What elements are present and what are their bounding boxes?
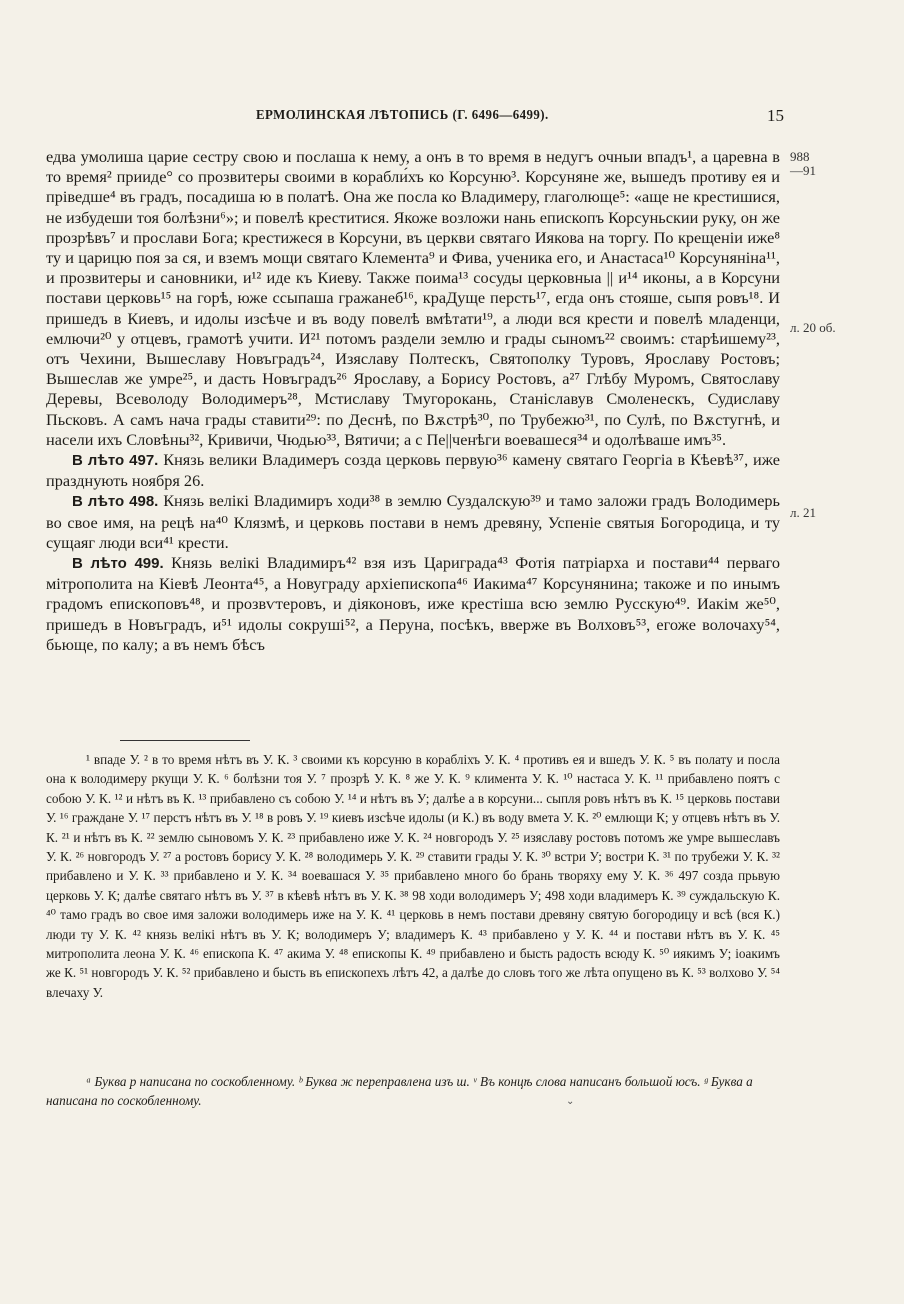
margin-year-range: 988	[790, 149, 810, 164]
footnote-divider	[120, 740, 250, 741]
paragraph	[46, 553, 780, 655]
page-header	[46, 108, 784, 128]
paragraph	[46, 491, 780, 553]
paragraph-text: Князь велікі Владимиръ⁴² взя изъ Цариграда⁴³ Фотія патріарха и постави⁴⁴ перваго мітрополита на Кіевѣ Леонта⁴⁵, а Новуграду архіепископа⁴⁶ Иакима⁴⁷ Корсунянина; такоже и по инымъ градомъ епископовъ⁴⁸, и прозвѵтеровъ, и діяконовъ, иже крестіша всю землю Русскую⁴⁹. Иакім же⁵⁰, пришедъ в Новъградъ, и⁵¹ идолы сокруші⁵², а Перуна, посѣкъ, вверже въ Волховъ⁵³, егоже волочаху⁵⁴, бьюще, по калу; а въ немъ бѣсъ	[46, 553, 781, 654]
critical-notes	[46, 1072, 780, 1110]
main-text	[46, 147, 780, 655]
footnotes	[46, 750, 780, 1002]
footnotes-text: ¹ впаде У. ² в то время нѣтъ въ У. К. ³ своими къ корсуню в корабліхъ У. К. ⁴ противъ ея и вшедъ У. К. ⁵ въ полату и посла она к володимеру ркущи У. К. ⁶ болѣзни тоя У. ⁷ прозрѣ У. К. ⁸ же У. К. ⁹ климента У. К. ¹⁰ настаса У. К. ¹¹ прибавлено поятъ с собою У. К. ¹² и нѣтъ въ К. ¹³ прибавлено съ собою У. ¹⁴ и нѣтъ въ У; далѣе а в корсуни... сыпля ровъ нѣтъ въ К. ¹⁵ церковь постави У. ¹⁶ граждане У. ¹⁷ перстъ нѣтъ въ У. ¹⁸ в ровъ У. ¹⁹ киевъ изсѣче идолы (и К.) въ воду вмета У. К. ²⁰ емлющи К; у отцевъ нѣтъ въ У. К. ²¹ и нѣтъ въ К. ²² землю сыновомъ У. К. ²³ прибавлено иже У. К. ²⁴ новгородъ У. ²⁵ изяславу ростовъ потомъ же умре вышеславъ У. К. ²⁶ новгородъ У. ²⁷ а ростовъ борису У. К. ²⁸ володимерь У. К. ²⁹ ставити грады У. К. ³⁰ встри У; востри К. ³¹ по трубежи У. К. ³² прибавлено и У. К. ³³ прибавлено и У. К. ³⁴ воевашася У. ³⁵ прибавлено много бо брань творяху ему У. К. ³⁶ 497 созда прьвую церковь У. К; далѣе святаго нѣтъ въ У. ³⁷ в кѣевѣ нѣтъ въ У. К. ³⁸ 98 ходи володимеръ У; 498 ходи владимеръ К. ³⁹ суждальскую К. ⁴⁰ тамо градъ во свое имя заложи володимерь иже на У. К. ⁴¹ церковь в немъ постави древяну святую богородицу и всѣ (вся К.) люди ту У. К. ⁴² князь велікі нѣтъ въ У. К; володимеръ У; владимеръ К. ⁴³ прибавлено у У. К. ⁴⁴ и постави нѣтъ въ У. К. ⁴⁵ митрополита леона У. К. ⁴⁶ епископа К. ⁴⁷ акима У. ⁴⁸ епископы К. ⁴⁹ прибавлено и бысть радость всюду К. ⁵⁰ иякимъ У; іоакимъ же К. ⁵¹ новгородъ У. К. ⁵² прибавлено и бысть въ епископехъ лѣтъ 42, а далѣе до словъ того же лѣта опущено въ К. ⁵³ волхово У. ⁵⁴ влечаху У.	[46, 752, 780, 1000]
paragraph	[46, 450, 780, 491]
page-number: 15	[767, 106, 784, 125]
paragraph-text: Князь велікі Владимиръ ходи³⁸ в землю Суздалскую³⁹ и тамо заложи градъ Володимерь во свое имя, на рецѣ на⁴⁰ Клязмѣ, и церковь постави в немъ древяну, Успеніе святыя Богородица, и ту сущаяг люди вси⁴¹ крести.	[46, 491, 780, 552]
margin-folio-ref: л. 21	[790, 505, 816, 520]
critical-notes-text: ᵃ Буква р написана по соскобленному. ᵇ Буква ж переправлена изъ ш. ᵛ Въ концѣ слова написанъ большой юсъ. ᵍ Буква а написана по соскобленному.	[46, 1074, 753, 1108]
margin-folio-ref: л. 20 об.	[790, 320, 836, 335]
year-heading: В лѣто 498.	[72, 493, 159, 511]
paragraph: едва умолиша царие сестру свою и послаша к нему, а онъ в то время в недугъ очныи впадъ¹, а царевна в то время² прииде° со прозвитеры своими в корабли́хъ ко Корсуню³. Корсуняне же, вышедъ противу ея и пріведше⁴ въ градъ, посадиша ю в полатѣ. Она же посла ко Владимеру, глаголюще⁵: «аще не крестишися, не избудеши тоя болѣзни⁶»; и повелѣ креститися. Якоже возложи нань епископъ Корсуньскии руку, он же прозрѣвъ⁷ и прослави Бога; крестижеся в Корсуни, въ церкви святаго Иякова на торгу. По крещеніи иже⁸ ту и царицю поя за ся, и вземъ мощи святаго Клемента⁹ и Фива, ученика его, и Анастаса¹⁰ Корсуняніна¹¹, и прозвитеры и сановники, и¹² иде къ Киеву. Также поима¹³ сосуды церковныа || и¹⁴ иконы, а в Корсуни постави церковь¹⁵ на горѣ, юже ссыпаша гражанеб¹⁶, краДуще персть¹⁷, егда онъ стояше, сыпя ровъ¹⁸. И пришедъ в Киевъ, и идолы изсѣче и въ воду повелѣ вмѣтати¹⁹, а люди вся крести и повелѣ младенци, емлючи²⁰ у отцевъ, грамотѣ учити. И²¹ потомъ раздели землю и грады сыномъ²² своимъ: старѣишему²³, отъ Чехини, Вышеславу Новъградъ²⁴, Изяславу Полтескъ, Святополку Туровъ, Ярославу Ростовъ; Вышеслав же умре²⁵, и дасть Новъградъ²⁶ Ярославу, а Борису Ростовъ, а²⁷ Глѣбу Муромъ, Святославу Деревы, Всеволоду Володимеръ²⁸, Мстиславу Тмугорокань, Станіславув Смоленескъ, Судиславу Пьсковъ. А самъ нача грады ставити²⁹: по Деснѣ, по Вѫстрѣ³⁰, по Трубежю³¹, по Сулѣ, по Вѫстугнѣ, и насели ихъ Словѣны³², Кривичи, Чюдью³³, Вятичи; а с Пе||ченѣги воевашеся³⁴ и одолѣваше имъ³⁵.	[46, 147, 780, 449]
scan-mark: ⌄	[566, 1096, 575, 1107]
year-heading: В лѣто 497.	[72, 452, 159, 470]
paragraph-text: Князь велики Владимеръ созда церковь первую³⁶ камену святаго Георгіа в Кѣевѣ³⁷, иже празднують ноября 26.	[46, 450, 780, 491]
running-title: ЕРМОЛИНСКАЯ ЛѢТОПИСЬ (Г. 6496—6499).	[256, 108, 549, 123]
year-heading: В лѣто 499.	[72, 555, 164, 573]
margin-year-range-end: —91	[790, 163, 816, 178]
